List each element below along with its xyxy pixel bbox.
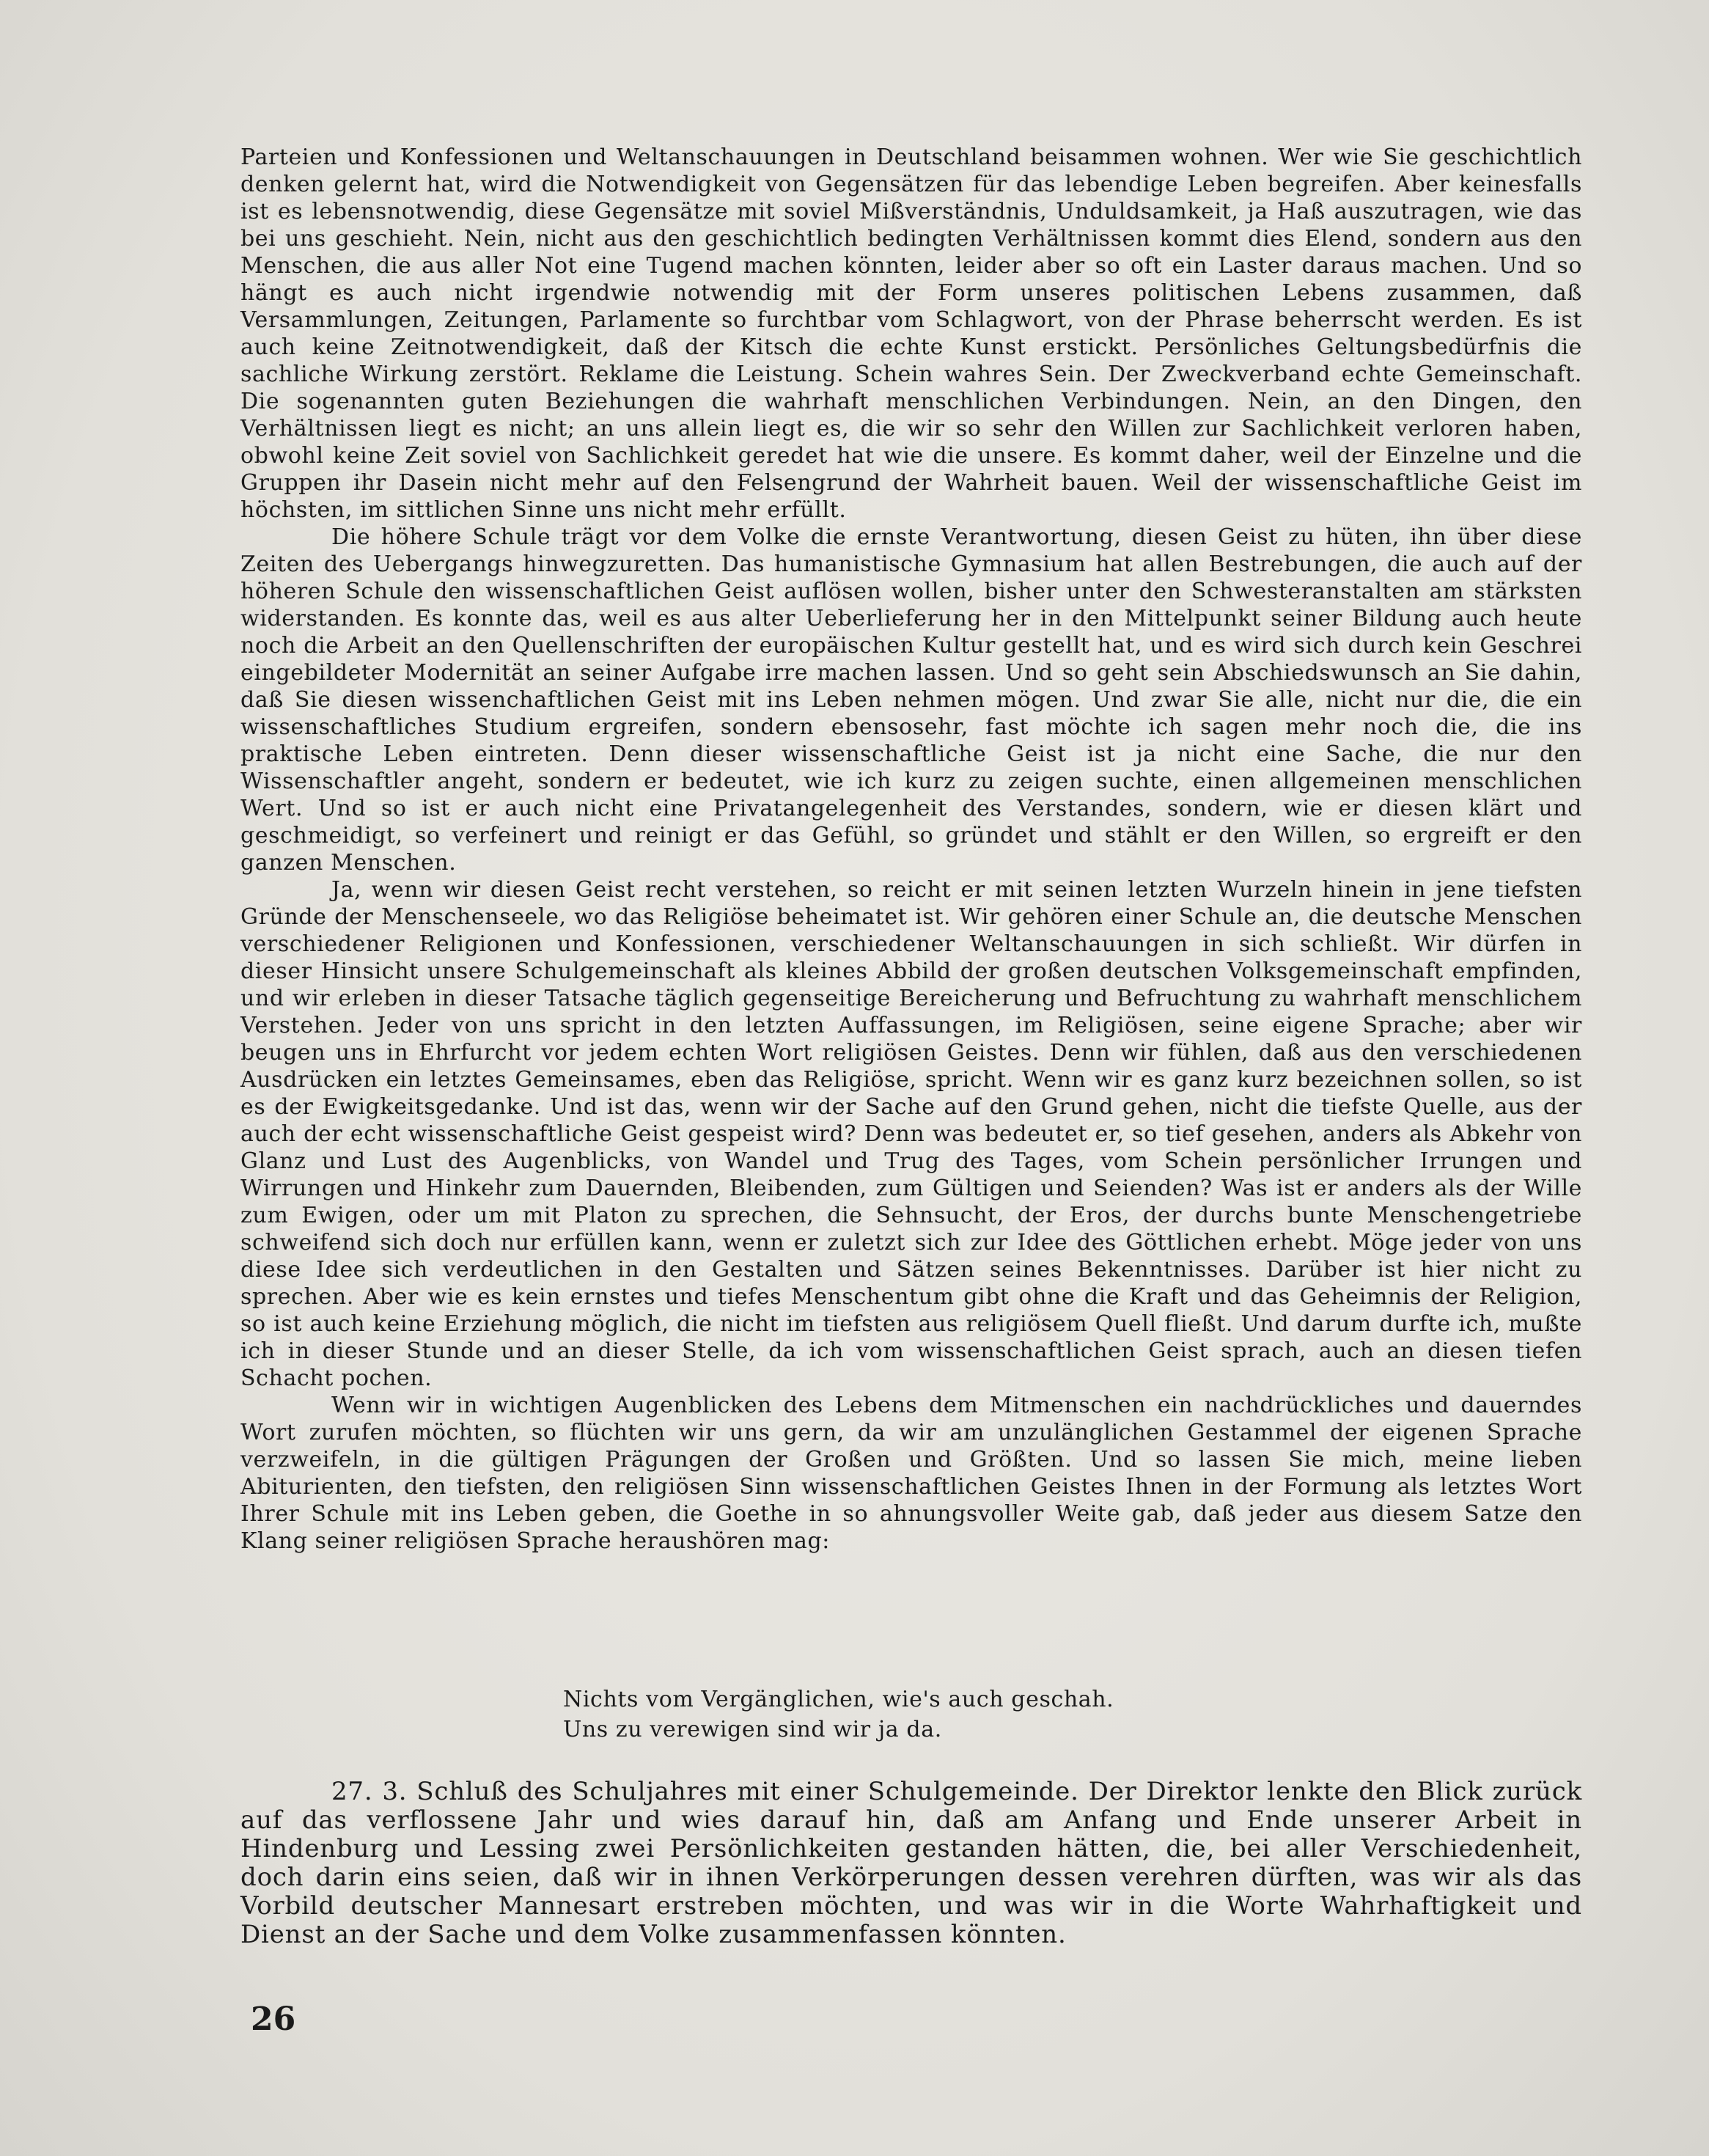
paragraph-2: Die höhere Schule trägt vor dem Volke die ernste Verantwortung, diesen Geist zu hüten, ihn über diese Zeiten des Uebergangs hinwegzuretten. Das humanistische Gymnasium hat allen Bestrebungen, die auch auf der höheren Schule den wissenschaftlichen Geist auflösen wollen, bisher unter den Schwesteranstalten am stärksten widerstanden. Es konnte das, weil es aus alter Ueberlieferung her in den Mittelpunkt seiner Bildung auch heute noch die Arbeit an den Quellenschriften der europäischen Kultur gestellt hat, und es wird sich durch kein Geschrei eingebildeter Modernität an seiner Aufgabe irre machen lassen. Und so geht sein Abschiedswunsch an Sie dahin, daß Sie diesen wissenchaftlichen Geist mit ins Leben nehmen mögen. Und zwar Sie alle, nicht nur die, die ein wissenschaftliches Studium ergreifen, sondern ebensosehr, fast möchte ich sagen mehr noch die, die ins praktische Leben eintreten. Denn dieser wissenschaftliche Geist ist ja nicht eine Sache, die nur den Wissenschaftler angeht, sondern er bedeutet, wie ich kurz zu zeigen suchte, einen allgemeinen menschlichen Wert. Und so ist er auch nicht eine Privatangelegenheit des Verstandes, sondern, wie er diesen klärt und geschmeidigt, so verfeinert und reinigt er das Gefühl, so gründet und stählt er den Willen, so ergreift er den ganzen Menschen. bbox=[240, 524, 1582, 876]
chronicle-entry: 27. 3. Schluß des Schuljahres mit einer Schulgemeinde. Der Direktor lenkte den Blick zurück auf das verflossene Jahr und wies darauf hin, daß am Anfang und Ende unserer Arbeit in Hindenburg und Lessing zwei Persönlichkeiten gestanden hätten, die, bei aller Verschiedenheit, doch darin eins seien, daß wir in ihnen Verkörperungen dessen verehren dürften, was wir als das Vorbild deutscher Mannesart erstreben möchten, und was wir in die Worte Wahrhaftigkeit und Dienst an der Sache und dem Volke zusammenfassen könnten. bbox=[240, 1777, 1582, 1949]
goethe-quote-line-1: Nichts vom Vergänglichen, wie's auch geschah. bbox=[563, 1687, 1114, 1712]
goethe-quote-line-2: Uns zu verewigen sind wir ja da. bbox=[563, 1717, 942, 1742]
page-number: 26 bbox=[251, 2001, 296, 2038]
main-text bbox=[240, 144, 1582, 1555]
paragraph-3: Ja, wenn wir diesen Geist recht verstehen, so reicht er mit seinen letzten Wurzeln hinein in jene tiefsten Gründe der Menschenseele, wo das Religiöse beheimatet ist. Wir gehören einer Schule an, die deutsche Menschen verschiedener Religionen und Konfessionen, verschiedener Weltanschauungen in sich schließt. Wir dürfen in dieser Hinsicht unsere Schulgemeinschaft als kleines Abbild der großen deutschen Volksgemeinschaft empfinden, und wir erleben in dieser Tatsache täglich gegenseitige Bereicherung und Befruchtung zu wahrhaft menschlichem Verstehen. Jeder von uns spricht in den letzten Auffassungen, im Religiösen, seine eigene Sprache; aber wir beugen uns in Ehrfurcht vor jedem echten Wort religiösen Geistes. Denn wir fühlen, daß aus den verschiedenen Ausdrücken ein letztes Gemeinsames, eben das Religiöse, spricht. Wenn wir es ganz kurz bezeichnen sollen, so ist es der Ewigkeitsgedanke. Und ist das, wenn wir der Sache auf den Grund gehen, nicht die tiefste Quelle, aus der auch der echt wissenschaftliche Geist gespeist wird? Denn was bedeutet er, so tief gesehen, anders als Abkehr von Glanz und Lust des Augenblicks, von Wandel und Trug des Tages, vom Schein persönlicher Irrungen und Wirrungen und Hinkehr zum Dauernden, Bleibenden, zum Gültigen und Seienden? Was ist er anders als der Wille zum Ewigen, oder um mit Platon zu sprechen, die Sehnsucht, der Eros, der durchs bunte Menschengetriebe schweifend sich doch nur erfüllen kann, wenn er zuletzt sich zur Idee des Göttlichen erhebt. Möge jeder von uns diese Idee sich verdeutlichen in den Gestalten und Sätzen seines Bekenntnisses. Darüber ist hier nicht zu sprechen. Aber wie es kein ernstes und tiefes Menschentum gibt ohne die Kraft und das Geheimnis der Religion, so ist auch keine Erziehung möglich, die nicht im tiefsten aus religiösem Quell fließt. Und darum durfte ich, mußte ich in dieser Stunde und an dieser Stelle, da ich vom wissenschaftlichen Geist sprach, auch an diesen tiefen Schacht pochen. bbox=[240, 877, 1582, 1391]
paragraph-4: Wenn wir in wichtigen Augenblicken des Lebens dem Mitmenschen ein nachdrückliches und dauerndes Wort zurufen möchten, so flüchten wir uns gern, da wir am unzulänglichen Gestammel der eigenen Sprache verzweifeln, in die gültigen Prägungen der Großen und Größten. Und so lassen Sie mich, meine lieben Abiturienten, den tiefsten, den religiösen Sinn wissenschaftlichen Geistes Ihnen in der Formung als letztes Wort Ihrer Schule mit ins Leben geben, die Goethe in so ahnungsvoller Weite gab, daß jeder aus diesem Satze den Klang seiner religiösen Sprache heraushören mag: bbox=[240, 1393, 1582, 1554]
paragraph-1: Parteien und Konfessionen und Weltanschauungen in Deutschland beisammen wohnen. Wer wie Sie geschichtlich denken gelernt hat, wird die Notwendigkeit von Gegensätzen für das lebendige Leben begreifen. Aber keinesfalls ist es lebensnotwendig, diese Gegensätze mit soviel Mißverständnis, Unduldsamkeit, ja Haß auszutragen, wie das bei uns geschieht. Nein, nicht aus den geschichtlich bedingten Verhältnissen kommt dies Elend, sondern aus den Menschen, die aus aller Not eine Tugend machen könnten, leider aber so oft ein Laster daraus machen. Und so hängt es auch nicht irgendwie notwendig mit der Form unseres politischen Lebens zusammen, daß Versammlungen, Zeitungen, Parlamente so furchtbar vom Schlagwort, von der Phrase beherrscht werden. Es ist auch keine Zeitnotwendigkeit, daß der Kitsch die echte Kunst erstickt. Persönliches Geltungsbedürfnis die sachliche Wirkung zerstört. Reklame die Leistung. Schein wahres Sein. Der Zweckverband echte Gemeinschaft. Die sogenannten guten Beziehungen die wahrhaft menschlichen Verbindungen. Nein, an den Dingen, den Verhältnissen liegt es nicht; an uns allein liegt es, die wir so sehr den Willen zur Sachlichkeit verloren haben, obwohl keine Zeit soviel von Sachlichkeit geredet hat wie die unsere. Es kommt daher, weil der Einzelne und die Gruppen ihr Dasein nicht mehr auf den Felsengrund der Wahrheit bauen. Weil der wissenschaftliche Geist im höchsten, im sittlichen Sinne uns nicht mehr erfüllt. bbox=[240, 144, 1582, 523]
